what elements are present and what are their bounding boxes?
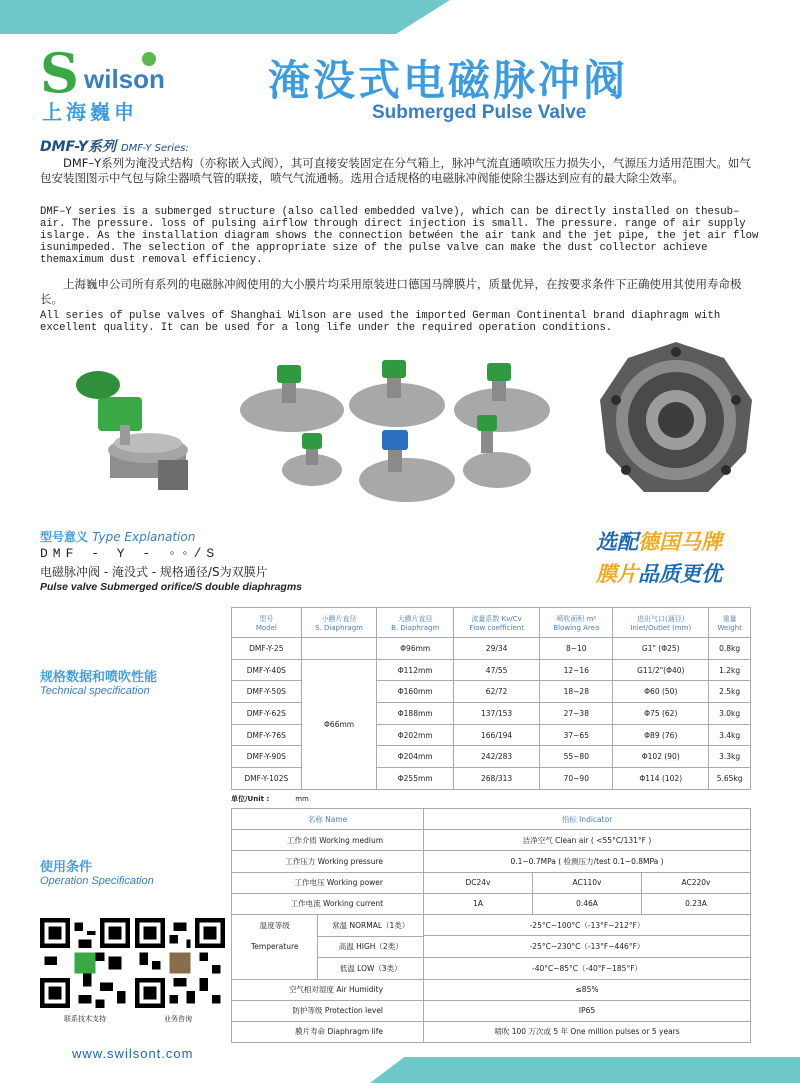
- type-heading-en: Type Explanation: [92, 530, 196, 544]
- ops-cell: 工作电流 Working current: [232, 893, 424, 914]
- diaphragm-paragraph-en: All series of pulse valves of Shanghai Wilson are used the imported German Continental brand diaphragm with excellent quality. It can be used for a long life under the required operation conditions.: [40, 310, 721, 334]
- spec-cell: G1" (Φ25): [613, 638, 709, 660]
- spec-cell: DMF-Y-40S: [232, 659, 302, 681]
- ops-header-indicator: 指标 Indicator: [424, 809, 751, 830]
- table-row: [232, 638, 751, 660]
- spec-cell: Φ75 (62): [613, 703, 709, 725]
- qr-caption-support: 联系技术支持: [64, 1015, 106, 1023]
- table-row: [232, 872, 751, 893]
- spec-cell: 55~80: [540, 746, 613, 768]
- spec-small-diaphragm-cell: Φ66mm: [301, 659, 377, 789]
- series-heading: [40, 136, 189, 156]
- spec-cell: G11/2"(Φ40): [613, 659, 709, 681]
- ops-cell: AC220v: [641, 872, 750, 893]
- spec-cell: Φ60 (50): [613, 681, 709, 703]
- series-heading-en: DMF-Y Series:: [120, 143, 189, 154]
- promo-line2a: 膜片: [596, 562, 638, 586]
- diaphragm-paragraph-cn: 上海巍申公司所有系列的电磁脉冲阀使用的大小膜片均采用原装进口德国马牌膜片，质量优异，在按要求条件下正确使用其使用寿命极长。: [40, 277, 742, 306]
- temp-low-label: 低温 LOW（3类）: [318, 957, 423, 978]
- spec-cell: Φ96mm: [377, 638, 453, 660]
- unit-label: 单位/Unit :: [231, 795, 270, 803]
- ops-section-heading: [40, 856, 154, 887]
- ops-cell: 0.46A: [533, 893, 642, 914]
- spec-cell: 166/194: [453, 724, 540, 746]
- spec-cell: DMF-Y-76S: [232, 724, 302, 746]
- spec-section-heading: [40, 666, 157, 697]
- spec-cell: 47/55: [453, 659, 540, 681]
- temp-normal-label: 常温 NORMAL（1类）: [318, 915, 423, 936]
- ops-cell: 空气相对湿度 Air Humidity: [232, 979, 424, 1000]
- table-row: [232, 851, 751, 872]
- spec-cell: 0.8kg: [709, 638, 751, 660]
- temp-label-en: Temperature: [250, 942, 299, 952]
- ops-cell: 工作压力 Working pressure: [232, 851, 424, 872]
- spec-cell: DMF-Y-62S: [232, 703, 302, 725]
- type-meaning-cn: 电磁脉冲阀 - 淹没式 - 规格通径/S为双膜片: [40, 565, 268, 579]
- ops-cell: 工作电压 Working power: [232, 872, 424, 893]
- logo-wordmark: wilson: [84, 64, 165, 94]
- spec-cell: Φ112mm: [377, 659, 453, 681]
- spec-cell: Φ188mm: [377, 703, 453, 725]
- spec-cell: Φ102 (90): [613, 746, 709, 768]
- promo-line1a: 选配: [596, 530, 638, 554]
- ops-cell: 防护等级 Protection level: [232, 1000, 424, 1021]
- spec-header-inlet: 进出气口(通径) Inlet/Outlet (mm): [613, 608, 709, 638]
- spec-cell: 268/313: [453, 768, 540, 790]
- spec-cell: Φ160mm: [377, 681, 453, 703]
- spec-header-flow: 流量系数 Kv/Cv Flow coefficient: [453, 608, 540, 638]
- temp-label-spacer: [232, 957, 318, 978]
- operation-table: [231, 808, 751, 1043]
- spec-header-b-diaphragm: 大膜片直径 B. Diaphragm: [377, 608, 453, 638]
- table-row: [232, 979, 751, 1000]
- temp-subtable: [232, 915, 423, 979]
- wilson-logo: [40, 41, 190, 124]
- spec-cell: 62/72: [453, 681, 540, 703]
- spec-cell: 3.4kg: [709, 724, 751, 746]
- ops-cell: 膜片寿命 Diaphragm life: [232, 1021, 424, 1042]
- website-link[interactable]: www.swilsont.com: [72, 1046, 194, 1061]
- ops-cell: 1A: [424, 893, 533, 914]
- top-decor-band: [0, 0, 450, 34]
- spec-cell: 27~38: [540, 703, 613, 725]
- unit-note: [231, 794, 309, 804]
- spec-cell: Φ202mm: [377, 724, 453, 746]
- spec-cell: 1.2kg: [709, 659, 751, 681]
- spec-header-model: 型号 Model: [232, 608, 302, 638]
- spec-cell: DMF-Y-50S: [232, 681, 302, 703]
- promo-line1b: 德国马牌: [638, 530, 722, 554]
- temp-label-cn: 温度等级: [259, 921, 290, 931]
- unit-value: mm: [295, 795, 309, 803]
- table-row: [232, 1000, 751, 1021]
- table-row: [232, 1021, 751, 1042]
- page-title-en: Submerged Pulse Valve: [372, 102, 587, 123]
- spec-cell: 2.5kg: [709, 681, 751, 703]
- ops-cell: -40°C~85°C（-40°F~185°F）: [424, 957, 751, 979]
- spec-cell: DMF-Y-102S: [232, 768, 302, 790]
- table-row: [232, 830, 751, 851]
- spec-cell: 37~65: [540, 724, 613, 746]
- ops-cell: 喷吹 100 万次或 5 年 One million pulses or 5 years: [424, 1021, 751, 1042]
- spec-cell: 29/34: [453, 638, 540, 660]
- type-explanation-heading: [40, 528, 195, 545]
- table-row: [232, 893, 751, 914]
- spec-cell: Φ89 (76): [613, 724, 709, 746]
- bottom-decor-band: [370, 1057, 800, 1083]
- type-heading-cn: 型号意义: [40, 530, 89, 544]
- page-title-cn: 淹没式电磁脉冲阀: [268, 56, 629, 105]
- spec-cell: 18~28: [540, 681, 613, 703]
- ops-temp-cell: [232, 914, 424, 979]
- spec-cell: 3.3kg: [709, 746, 751, 768]
- spec-cell: 3.0kg: [709, 703, 751, 725]
- ops-heading-cn: 使用条件: [40, 860, 93, 875]
- spec-header-weight: 重量 Weight: [709, 608, 751, 638]
- valve-photo-side: [58, 355, 208, 505]
- type-code: DMF - Y - ◦◦/S: [40, 546, 220, 561]
- logo-s-mark: S: [40, 41, 79, 105]
- spec-cell: 8~10: [540, 638, 613, 660]
- spec-header-row: [232, 608, 751, 638]
- valve-body-photo: [596, 340, 756, 500]
- series-heading-cn: DMF-Y系列: [40, 139, 117, 155]
- spec-cell: Φ255mm: [377, 768, 453, 790]
- ops-cell: ≤85%: [424, 979, 751, 1000]
- intro-paragraph-cn: DMF–Y系列为淹没式结构（亦称嵌入式阀），其可直接安装固定在分气箱上，脉冲气流直通喷吹压力损失小，气源压力适用范围大。如气包安装图图示中气包与除尘器喷气管的联接，喷气气流通畅。选用合适规格的电磁脉冲阀能使除尘器达到应有的最大除尘效率。: [40, 156, 751, 185]
- spec-cell: DMF-Y-90S: [232, 746, 302, 768]
- ops-cell: 洁净空气 Clean air ( <55°C/131°F ): [424, 830, 751, 851]
- spec-cell: 12~16: [540, 659, 613, 681]
- ops-header-name: 名称 Name: [232, 809, 424, 830]
- ops-cell: 0.23A: [641, 893, 750, 914]
- ops-cell: AC110v: [533, 872, 642, 893]
- spec-cell: DMF-Y-25: [232, 638, 302, 660]
- ops-cell: IP65: [424, 1000, 751, 1021]
- table-row: [232, 914, 751, 936]
- promo-line2b: 品质更优: [638, 562, 722, 586]
- spec-cell: 5.65kg: [709, 768, 751, 790]
- promo-slogan: [596, 526, 722, 590]
- spec-heading-cn: 规格数据和喷吹性能: [40, 670, 158, 685]
- ops-header-row: [232, 809, 751, 830]
- temp-high-label: 高温 HIGH（2类）: [318, 936, 423, 957]
- ops-cell: -25°C~230°C（-13°F~446°F）: [424, 936, 751, 958]
- table-row: [232, 659, 751, 681]
- qr-code-support[interactable]: [40, 917, 130, 1009]
- ops-cell: 工作介质 Working medium: [232, 830, 424, 851]
- qr-caption-business: 业务咨询: [164, 1015, 192, 1023]
- valve-photo-group: [232, 345, 572, 510]
- spec-cell: Φ204mm: [377, 746, 453, 768]
- ops-cell: -25°C~100°C（-13°F~212°F）: [424, 914, 751, 936]
- ops-heading-en: Operation Specification: [40, 875, 154, 887]
- logo-company-cn: 上海巍申: [42, 100, 138, 124]
- spec-header-blowing-area: 喷吹面积 m² Blowing Area: [540, 608, 613, 638]
- spec-cell: [301, 638, 377, 660]
- intro-paragraph-en: DMF–Y series is a submerged structure (also called embedded valve), which can be directly installed on thesub–air. The pressure. loss of pulsing airflow through direct injection is small. The pressure. range of air supply islarge. As the installation diagram shows the connection betwéen the air tank and the jet pipe, the jet air flow isunimpeded. The selection of the appropriate size of the pulse valve can make the dust collector achieve themaximum dust removal efficiency.: [40, 206, 759, 266]
- spec-cell: 242/283: [453, 746, 540, 768]
- ops-cell: DC24v: [424, 872, 533, 893]
- spec-cell: 70~90: [540, 768, 613, 790]
- type-meaning-en: Pulse valve Submerged orifice/S double diaphragms: [40, 581, 302, 593]
- spec-cell: Φ114 (102): [613, 768, 709, 790]
- spec-heading-en: Technical specification: [40, 685, 150, 697]
- qr-code-business[interactable]: [135, 917, 225, 1009]
- spec-cell: 137/153: [453, 703, 540, 725]
- spec-table: [231, 607, 751, 790]
- ops-cell: 0.1~0.7MPa ( 检测压力/test 0.1~0.8MPa ): [424, 851, 751, 872]
- spec-header-s-diaphragm: 小膜片直径 S. Diaphragm: [301, 608, 377, 638]
